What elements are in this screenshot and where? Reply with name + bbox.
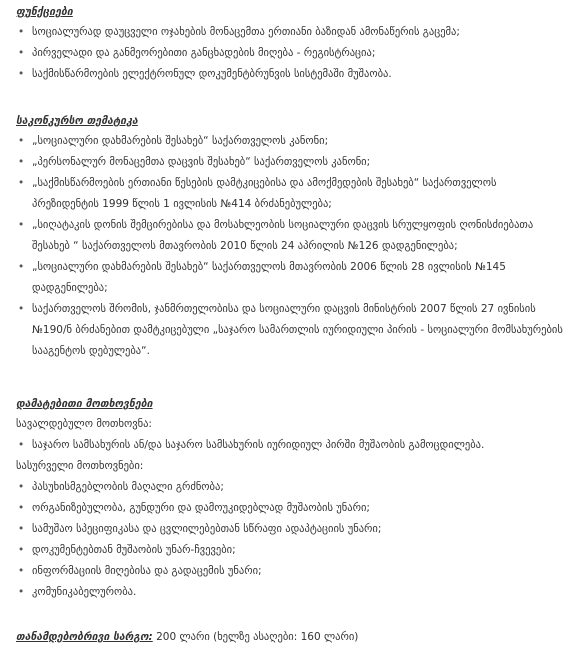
list-item: • კომუნიკაბელურობა. <box>16 582 566 603</box>
mandatory-list <box>16 435 566 456</box>
requirements-heading: დამატებითი მოთხოვნები <box>16 398 153 410</box>
mandatory-label: სავალდებულო მოთხოვნა: <box>16 418 152 430</box>
desired-list <box>16 477 566 603</box>
topics-heading: საკონკურსო თემატიკა <box>16 115 138 127</box>
functions-list <box>16 22 566 85</box>
list-item: • პასუხისმგებლობის მაღალი გრძნობა; <box>16 477 566 498</box>
list-item: • ინფორმაციის მიღებისა და გადაცემის უნარი; <box>16 561 566 582</box>
functions-heading: ფუნქციები <box>16 6 73 18</box>
desired-label: სასურველი მოთხოვნები: <box>16 460 144 472</box>
salary-value: 200 ლარი (ხელზე ასაღები: 160 ლარი) <box>156 631 359 643</box>
list-item: • საქმისწარმოების ელექტრონულ დოკუმენტბრუნვის სისტემაში მუშაობა. <box>16 64 566 85</box>
list-item: • ორგანიზებულობა, გუნდური და დამოუკიდებლად მუშაობის უნარი; <box>16 498 566 519</box>
list-item: • საჯარო სამსახურის ან/და საჯარო სამსახურის იურიდიულ პირში მუშაობის გამოცდილება. <box>16 435 566 456</box>
list-item: • „პერსონალურ მონაცემთა დაცვის შესახებ“ საქართველოს კანონი; <box>16 152 566 173</box>
list-item: • პირველადი და განმეორებითი განცხადების მიღება - რეგისტრაცია; <box>16 43 566 64</box>
list-item: • „სიღატაკის დონის შემცირებისა და მოსახლეობის სოციალური დაცვის სრულყოფის ღონისძიებათა შესახებ “ საქართველოს მთავრობის 2010 წლის 24 აპრილის №126 დადგენილება; <box>16 215 566 257</box>
list-item: • „სოციალური დახმარების შესახებ“ საქართველოს მთავრობის 2006 წლის 28 ივლისის №145 დადგენილება; <box>16 257 566 299</box>
list-item: • სამუშაო სპეციფიკასა და ცვლილებებთან სწრაფი ადაპტაციის უნარი; <box>16 519 566 540</box>
salary-label: თანამდებობრივი სარგო: <box>16 631 153 643</box>
list-item: • საქართველოს შრომის, ჯანმრთელობისა და სოციალური დაცვის მინისტრის 2007 წლის 27 ივნისის №190/ნ ბრძანებით დამტკიცებული „საჯარო სამართლის იურიდიული პირის - სოციალური მომსახურების სააგენტოს დებულება“. <box>16 299 566 362</box>
list-item: • „საქმისწარმოების ერთიანი წესების დამტკიცებისა და ამოქმედების შესახებ“ საქართველოს პრეზიდენტის 1999 წლის 1 ივლისის №414 ბრძანებულება; <box>16 173 566 215</box>
list-item: • „სოციალური დახმარების შესახებ“ საქართველოს კანონი; <box>16 131 566 152</box>
list-item: • დოკუმენტებთან მუშაობის უნარ-ჩვევები; <box>16 540 566 561</box>
salary-line <box>16 627 566 648</box>
topics-list <box>16 131 566 362</box>
list-item: • სოციალურად დაუცველი ოჯახების მონაცემთა ერთიანი ბაზიდან ამონაწერის გაცემა; <box>16 22 566 43</box>
